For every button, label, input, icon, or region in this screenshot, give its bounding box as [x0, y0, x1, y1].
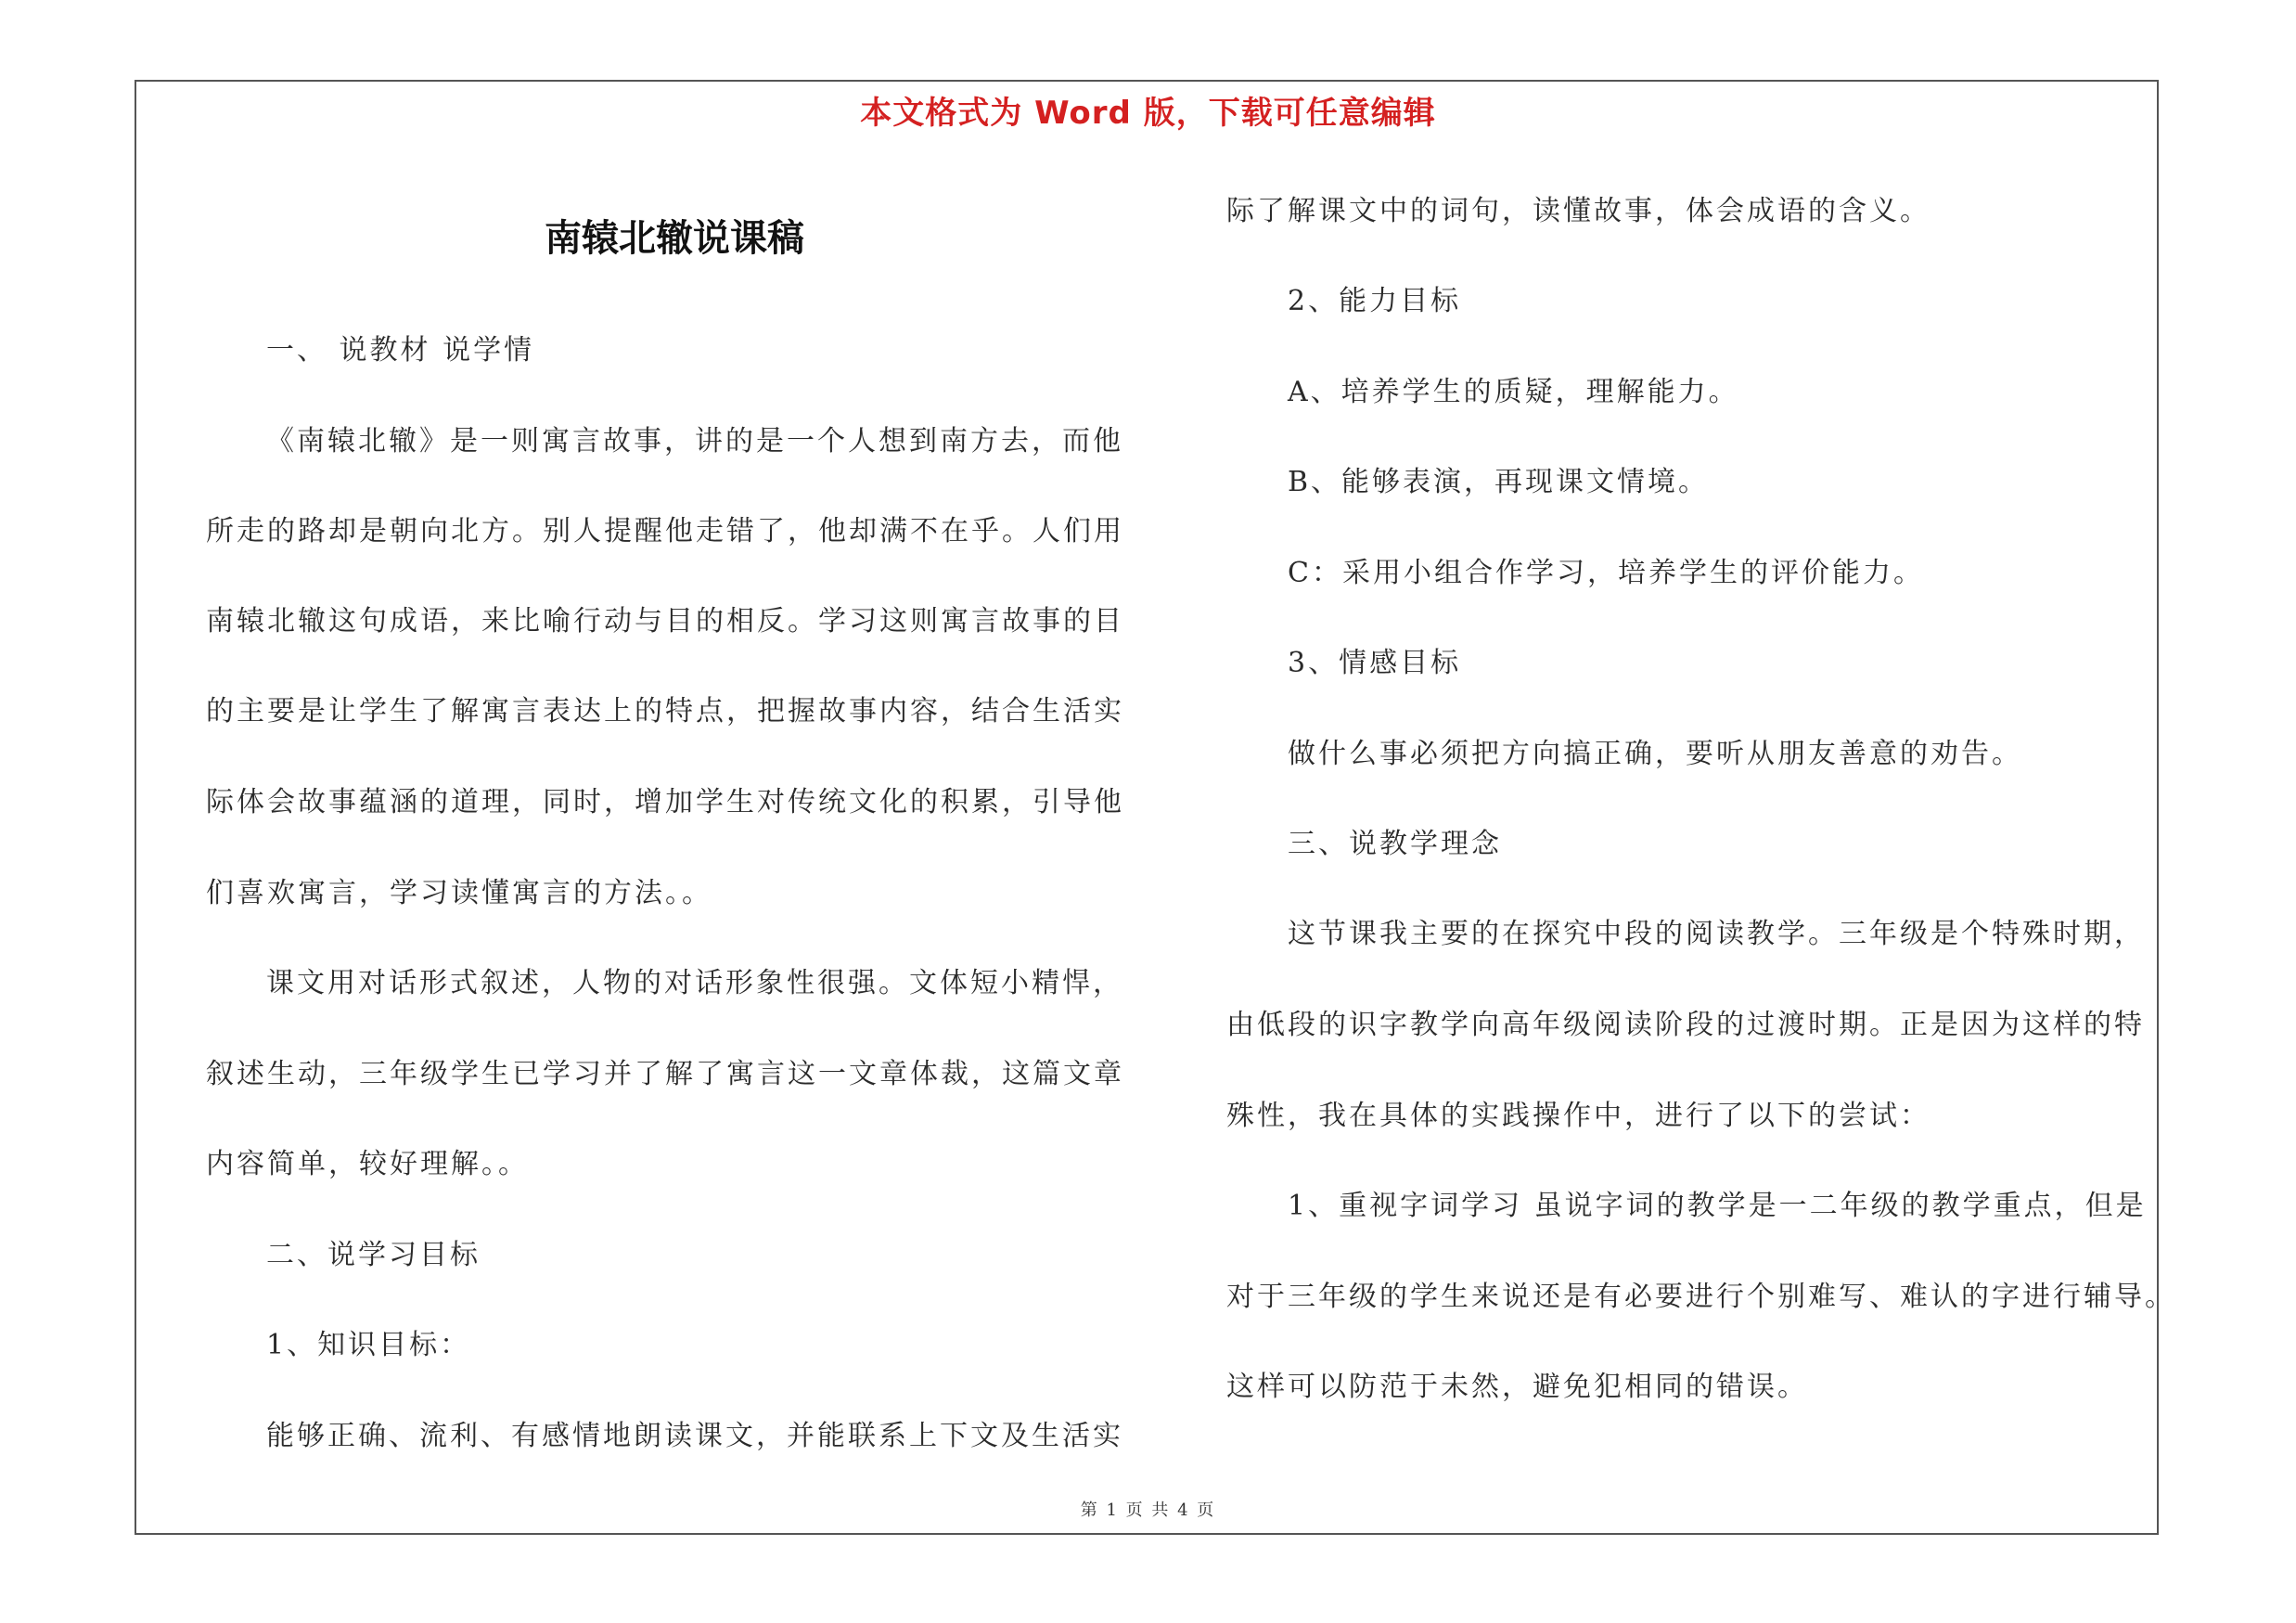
- subsection-heading: 3、情感目标: [1288, 647, 1462, 679]
- format-banner: 本文格式为 Word 版，下载可任意编辑: [860, 95, 1436, 132]
- page-number: 第 1 页 共 4 页: [1080, 1501, 1216, 1520]
- section-heading: 一、 说教材 说学情: [266, 334, 535, 367]
- paragraph-line: 际体会故事蕴涵的道理，同时，增加学生对传统文化的积累，引导他: [206, 786, 1124, 818]
- paragraph-line: 做什么事必须把方向搞正确，要听从朋友善意的劝告。: [1288, 738, 2022, 770]
- paragraph-line: 际了解课文中的词句，读懂故事，体会成语的含义。: [1226, 195, 1930, 227]
- paragraph-line: 殊性，我在具体的实践操作中，进行了以下的尝试：: [1226, 1100, 1930, 1132]
- paragraph-line: 的主要是让学生了解寓言表达上的特点，把握故事内容，结合生活实: [206, 695, 1124, 728]
- paragraph-line: 这节课我主要的在探究中段的阅读教学。三年级是个特殊时期，: [1288, 918, 2145, 950]
- paragraph-line: 内容简单，较好理解。。: [206, 1148, 529, 1180]
- section-heading: 三、说教学理念: [1288, 828, 1502, 860]
- paragraph-line: 所走的路却是朝向北方。别人提醒他走错了，他却满不在乎。人们用: [206, 515, 1124, 547]
- list-item: B、能够表演，再现课文情境。: [1288, 466, 1710, 498]
- paragraph-line: 课文用对话形式叙述，人物的对话形象性很强。文体短小精悍，: [266, 967, 1123, 999]
- paragraph-line: 这样可以防范于未然，避免犯相同的错误。: [1226, 1371, 1808, 1403]
- list-item: A、培养学生的质疑，理解能力。: [1288, 376, 1739, 408]
- paragraph-line: 们喜欢寓言，学习读懂寓言的方法。。: [206, 877, 712, 909]
- paragraph-line: 对于三年级的学生来说还是有必要进行个别难写、难认的字进行辅导。: [1226, 1281, 2175, 1313]
- paragraph-line: 南辕北辙这句成语，来比喻行动与目的相反。学习这则寓言故事的目: [206, 605, 1124, 638]
- section-heading: 二、说学习目标: [266, 1239, 481, 1271]
- paragraph-line: 由低段的识字教学向高年级阅读阶段的过渡时期。正是因为这样的特: [1226, 1009, 2145, 1041]
- paragraph-line: 叙述生动，三年级学生已学习并了解了寓言这一文章体裁，这篇文章: [206, 1058, 1124, 1090]
- document-title: 南辕北辙说课稿: [545, 217, 804, 260]
- subsection-heading: 1、知识目标：: [266, 1329, 471, 1361]
- list-item: C：采用小组合作学习，培养学生的评价能力。: [1288, 557, 1924, 589]
- subsection-heading: 2、能力目标: [1288, 285, 1462, 317]
- paragraph-line: 《南辕北辙》是一则寓言故事，讲的是一个人想到南方去，而他: [266, 425, 1123, 457]
- paragraph-line: 能够正确、流利、有感情地朗读课文，并能联系上下文及生活实: [266, 1420, 1123, 1452]
- paragraph-line: 1、重视字词学习 虽说字词的教学是一二年级的教学重点，但是: [1288, 1190, 2147, 1222]
